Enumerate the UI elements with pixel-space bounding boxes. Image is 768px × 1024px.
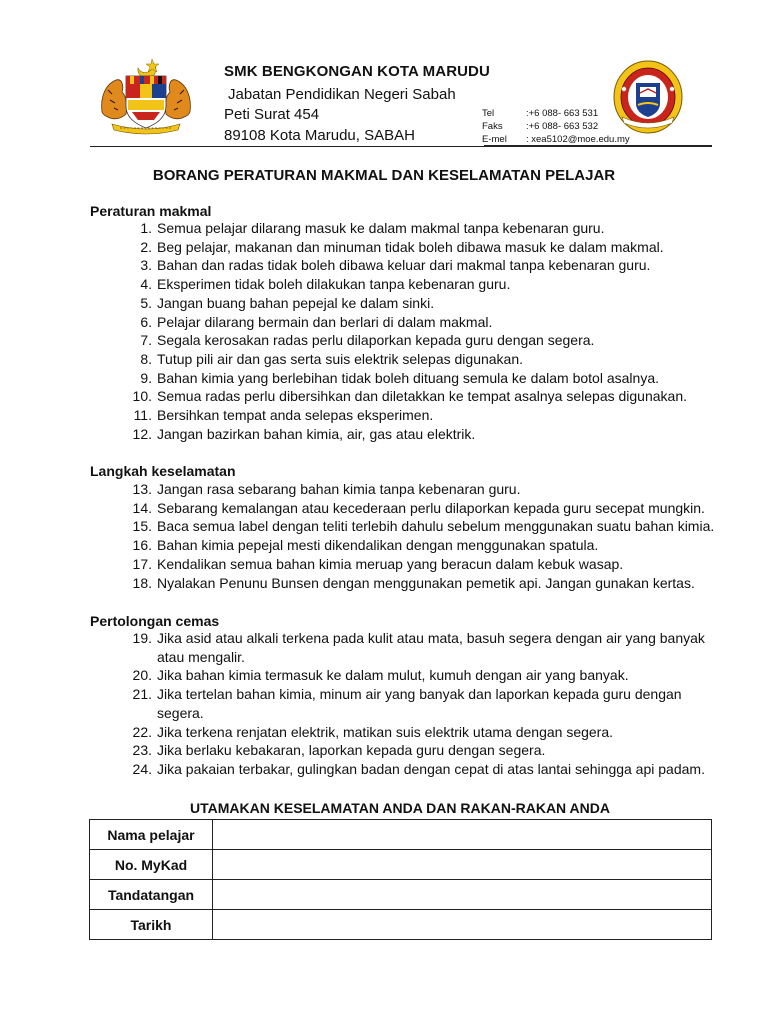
list-item-number: 12. [132, 425, 152, 442]
list-item-number: 10. [132, 388, 152, 405]
list-item-number: 23. [132, 742, 152, 759]
contact-value: :+6 088- 663 531 [526, 108, 599, 119]
list-item-number: 13. [132, 481, 152, 497]
list-item-text: Bersihkan tempat anda selepas eksperimen. [157, 407, 434, 423]
list-item-text: Jika tertelan bahan kimia, minum air yang banyak dan laporkan kepada guru dengan segera. [157, 686, 682, 722]
list-item-text: Pelajar dilarang bermain dan berlari di dalam makmal. [157, 313, 493, 330]
list-item-number: 14. [132, 499, 152, 516]
list-item-text: Bahan dan radas tidak boleh dibawa keluar dari makmal tanpa kebenaran guru. [157, 257, 651, 274]
list-item-number: 6. [140, 313, 152, 330]
list-item-number: 2. [140, 238, 152, 255]
list-item-number: 5. [140, 294, 152, 311]
list-item-number: 4. [140, 276, 152, 293]
list-item-text: Jika pakaian terbakar, gulingkan badan dengan cepat di atas lantai sehingga api padam. [157, 760, 705, 777]
list-item-text: Jika terkena renjatan elektrik, matikan suis elektrik utama dengan segera. [157, 723, 614, 740]
section-heading-safety-steps: Langkah keselamatan [90, 463, 236, 479]
po-box: Peti Surat 454 [224, 106, 320, 123]
list-item-number: 22. [132, 723, 152, 740]
list-item-text: Sebarang kemalangan atau kecederaan perlu dilaporkan kepada guru secepat mungkin. [157, 499, 705, 516]
contact-block [482, 107, 630, 146]
department-name: Jabatan Pendidikan Negeri Sabah [228, 86, 456, 103]
list-item-number: 1. [140, 220, 152, 236]
document-title: BORANG PERATURAN MAKMAL DAN KESELAMATAN PELAJAR [152, 167, 616, 184]
contact-label: Tel [482, 108, 495, 119]
safety-slogan: UTAMAKAN KESELAMATAN ANDA DAN RAKAN-RAKAN ANDA [190, 800, 610, 816]
list-item-text: Baca semua label dengan teliti terlebih dahulu sebelum menggunakan suatu bahan kimia. [157, 518, 715, 535]
list-item-number: 9. [140, 369, 152, 386]
list-item-number: 15. [132, 518, 152, 535]
list-item-text: Jika bahan kimia termasuk ke dalam mulut, kumuh dengan air yang banyak. [157, 667, 629, 684]
list-item-number: 17. [132, 555, 152, 572]
list-item-number: 8. [140, 350, 152, 367]
letterhead [90, 56, 712, 148]
student-info-table [89, 819, 712, 940]
list-item-text: Eksperimen tidak boleh dilakukan tanpa kebenaran guru. [157, 276, 511, 293]
list-item-number: 20. [132, 667, 152, 684]
contact-tel [482, 107, 630, 120]
field-label: Tandatangan [90, 880, 213, 910]
school-name: SMK BENGKONGAN KOTA MARUDU [224, 63, 490, 80]
letterhead-divider [90, 146, 484, 147]
field-label: Nama pelajar [90, 820, 213, 850]
contact-label: Faks [482, 121, 503, 132]
contact-value: :+6 088- 663 532 [526, 121, 599, 132]
malaysia-coat-of-arms-icon [96, 56, 196, 136]
school-crest-icon [610, 59, 686, 135]
contact-value: : xea5102@moe.edu.my [526, 134, 630, 145]
list-item-text: Jangan buang bahan pepejal ke dalam sinki. [157, 294, 435, 311]
list-item-text: Jika asid atau alkali terkena pada kulit atau mata, basuh segera dengan air yang banyak atau mengalir. [157, 630, 705, 665]
list-item-number: 21. [132, 686, 152, 703]
field-label: Tarikh [90, 910, 213, 940]
contact-label: E-mel [482, 134, 507, 145]
mykad-number-field[interactable] [213, 850, 712, 880]
list-item-text: Bahan kimia pepejal mesti dikendalikan dengan menggunakan spatula. [157, 537, 599, 554]
table-row [90, 820, 712, 850]
table-row [90, 910, 712, 940]
list-item-number: 19. [132, 630, 152, 646]
signature-field[interactable] [213, 880, 712, 910]
list-item-text: Jangan rasa sebarang bahan kimia tanpa kebenaran guru. [157, 481, 521, 497]
list-item-number: 16. [132, 537, 152, 554]
section-heading-lab-rules: Peraturan makmal [90, 203, 212, 219]
list-item-number: 3. [140, 257, 152, 274]
table-row [90, 850, 712, 880]
table-row [90, 880, 712, 910]
list-item-number: 24. [132, 760, 152, 777]
list-item-text: Jangan bazirkan bahan kimia, air, gas atau elektrik. [157, 425, 476, 442]
date-field[interactable] [213, 910, 712, 940]
list-item-number: 11. [133, 407, 152, 423]
letterhead-divider-bold [484, 145, 712, 147]
list-item-number: 7. [140, 332, 152, 349]
list-item-text: Semua pelajar dilarang masuk ke dalam makmal tanpa kebenaran guru. [157, 220, 605, 236]
section-heading-first-aid: Pertolongan cemas [90, 613, 220, 629]
contact-fax [482, 120, 630, 133]
student-name-field[interactable] [213, 820, 712, 850]
list-item-text: Bahan kimia yang berlebihan tidak boleh dituang semula ke dalam botol asalnya. [157, 369, 659, 386]
list-item-text: Kendalikan semua bahan kimia meruap yang beracun dalam kebuk wasap. [157, 555, 624, 572]
list-item-text: Tutup pili air dan gas serta suis elektrik selepas digunakan. [157, 350, 524, 367]
list-item-text: Nyalakan Penunu Bunsen dengan menggunakan pemetik api. Jangan gunakan kertas. [157, 574, 695, 591]
list-item-number: 18. [132, 574, 152, 591]
list-item-text: Beg pelajar, makanan dan minuman tidak boleh dibawa masuk ke dalam makmal. [157, 238, 664, 255]
list-item-text: Semua radas perlu dibersihkan dan diletakkan ke tempat asalnya selepas digunakan. [157, 388, 688, 405]
list-item-text: Jika berlaku kebakaran, laporkan kepada guru dengan segera. [157, 742, 546, 759]
list-item-text: Segala kerosakan radas perlu dilaporkan kepada guru dengan segera. [157, 332, 595, 349]
field-label: No. MyKad [90, 850, 213, 880]
city-address: 89108 Kota Marudu, SABAH [224, 127, 415, 144]
